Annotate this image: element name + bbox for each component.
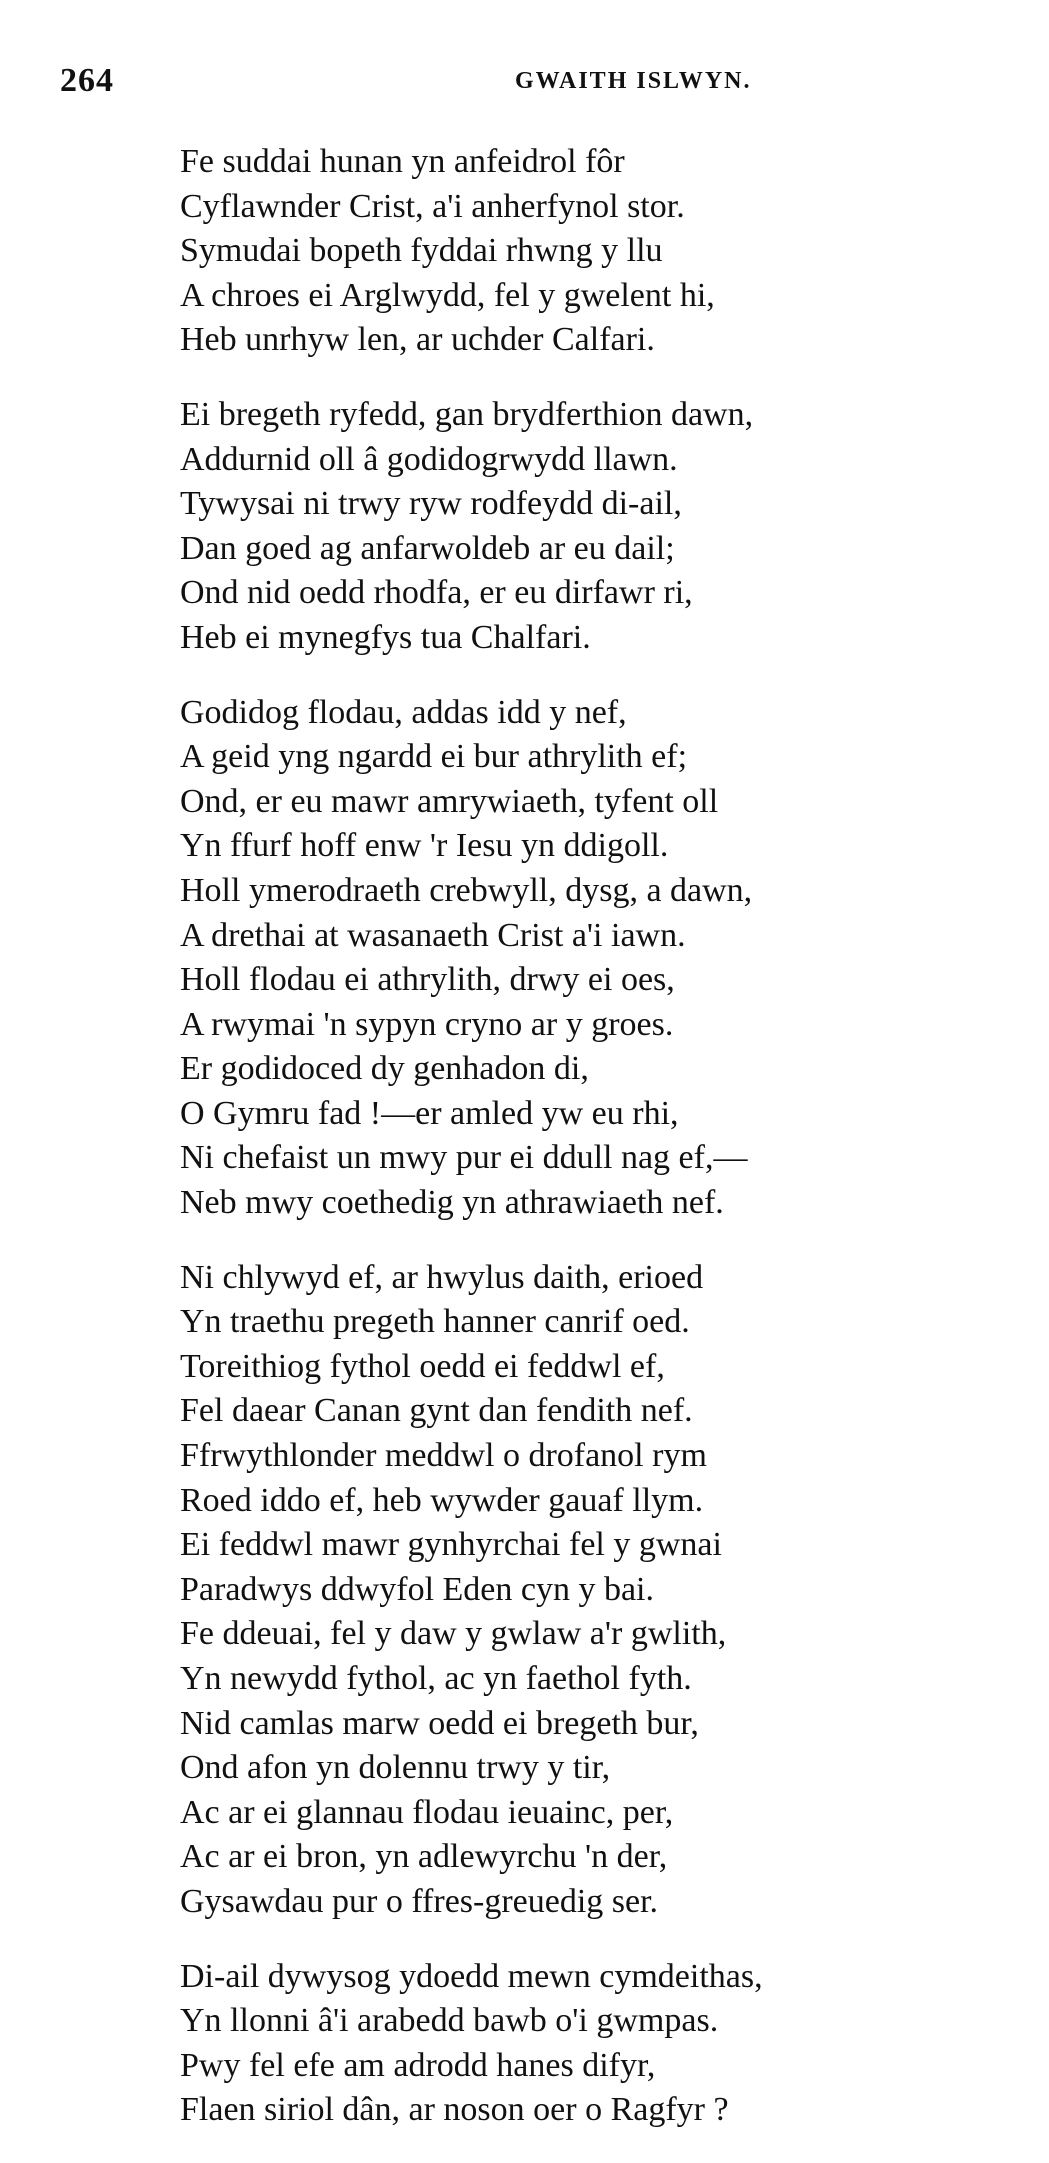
- verse-line: Ac ar ei glannau flodau ieuainc, per,: [180, 1793, 674, 1831]
- verse-line: Yn traethu pregeth hanner canrif oed.: [180, 1303, 690, 1341]
- verse-line: Er godidoced dy genhadon di,: [180, 1050, 589, 1088]
- verse-line: Ei feddwl mawr gynhyrchai fel y gwnai: [180, 1526, 722, 1564]
- verse-line: Yn ffurf hoff enw 'r Iesu yn ddigoll.: [180, 827, 669, 865]
- verse-line: Tywysai ni trwy ryw rodfeydd di-ail,: [180, 485, 682, 523]
- verse-line: A chroes ei Arglwydd, fel y gwelent hi,: [180, 276, 715, 314]
- verse-line: O Gymru fad !—er amled yw eu rhi,: [180, 1094, 679, 1132]
- verse-line: Addurnid oll â godidogrwydd llawn.: [180, 440, 678, 478]
- verse-line: Yn llonni â'i arabedd bawb o'i gwmpas.: [180, 2002, 719, 2040]
- verse-line: Ffrwythlonder meddwl o drofanol rym: [180, 1437, 707, 1475]
- stanza: [180, 1955, 1020, 2133]
- verse-line: Di-ail dywysog ydoedd mewn cymdeithas,: [180, 1957, 763, 1995]
- verse-line: Roed iddo ef, heb wywder gauaf llym.: [180, 1481, 704, 1519]
- verse-line: Ei bregeth ryfedd, gan brydferthion dawn,: [180, 395, 754, 433]
- verse-line: Fe ddeuai, fel y daw y gwlaw a'r gwlith,: [180, 1615, 727, 1653]
- verse-line: Ond nid oedd rhodfa, er eu dirfawr ri,: [180, 574, 693, 612]
- verse-line: Ond, er eu mawr amrywiaeth, tyfent oll: [180, 782, 719, 820]
- stanza: [180, 393, 1020, 661]
- verse-line: Yn newydd fythol, ac yn faethol fyth.: [180, 1660, 692, 1697]
- stanza: [180, 140, 1020, 363]
- verse-line: Fel daear Canan gynt dan fendith nef.: [180, 1392, 693, 1430]
- stanza: [180, 691, 1020, 1226]
- verse-line: Dan goed ag anfarwoldeb ar eu dail;: [180, 529, 675, 567]
- verse-line: Paradwys ddwyfol Eden cyn y bai.: [180, 1570, 655, 1608]
- verse-line: A drethai at wasanaeth Crist a'i iawn.: [180, 916, 686, 954]
- verse-line: Toreithiog fythol oedd ei feddwl ef,: [180, 1347, 665, 1385]
- verse-line: A rwymai 'n sypyn cryno ar y groes.: [180, 1005, 674, 1043]
- verse-line: Ond afon yn dolennu trwy y tir,: [180, 1749, 611, 1787]
- page-number: 264: [60, 62, 114, 99]
- verse-line: Flaen siriol dân, ar noson oer o Ragfyr ?: [180, 2091, 729, 2129]
- verse-line: Cyflawnder Crist, a'i anherfynol stor.: [180, 187, 685, 225]
- verse-line: Fe suddai hunan yn anfeidrol fôr: [180, 143, 625, 180]
- verse-line: Ni chlywyd ef, ar hwylus daith, erioed: [180, 1258, 704, 1296]
- verse-line: Godidog flodau, addas idd y nef,: [180, 693, 627, 731]
- verse-line: Ni chefaist un mwy pur ei ddull nag ef,—: [180, 1139, 748, 1177]
- verse-line: Gysawdau pur o ffres-greuedig ser.: [180, 1882, 659, 1920]
- page-header: [60, 62, 820, 102]
- poem-body: [180, 140, 1020, 2163]
- verse-line: Heb ei mynegfys tua Chalfari.: [180, 618, 591, 656]
- verse-line: Heb unrhyw len, ar uchder Calfari.: [180, 321, 655, 359]
- running-title: GWAITH ISLWYN.: [515, 68, 752, 94]
- stanza: [180, 1256, 1020, 1925]
- verse-line: Pwy fel efe am adrodd hanes difyr,: [180, 2046, 656, 2084]
- verse-line: Symudai bopeth fyddai rhwng y llu: [180, 232, 663, 270]
- verse-line: Neb mwy coethedig yn athrawiaeth nef.: [180, 1184, 724, 1222]
- verse-line: Ac ar ei bron, yn adlewyrchu 'n der,: [180, 1838, 668, 1876]
- verse-line: Nid camlas marw oedd ei bregeth bur,: [180, 1704, 699, 1742]
- verse-line: Holl ymerodraeth crebwyll, dysg, a dawn,: [180, 871, 753, 909]
- verse-line: Holl flodau ei athrylith, drwy ei oes,: [180, 961, 675, 999]
- verse-line: A geid yng ngardd ei bur athrylith ef;: [180, 738, 688, 776]
